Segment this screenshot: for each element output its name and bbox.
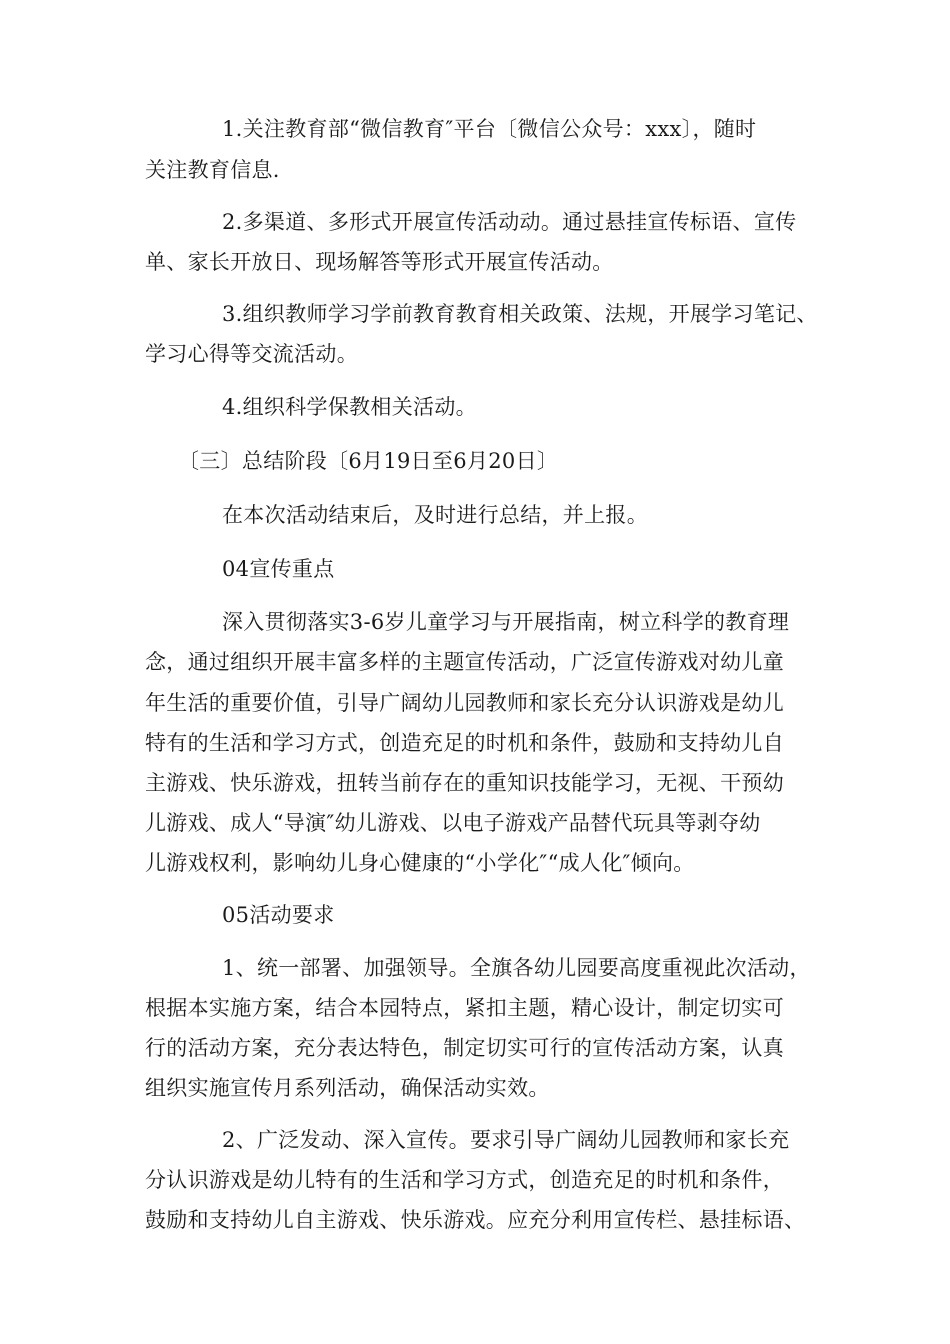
text-line: 儿游戏权利，影响幼儿身心健康的“小学化″“成人化″倾向。: [145, 851, 695, 875]
text-line: 儿游戏、成人“导演″幼儿游戏、以电子游戏产品替代玩具等剥夺幼: [145, 811, 761, 835]
text-line: 05活动要求: [222, 903, 335, 927]
text-line: 年生活的重要价值，引导广阔幼儿园教师和家长充分认识游戏是幼儿: [145, 691, 784, 715]
text-line: 特有的生活和学习方式，创造充足的时机和条件，鼓励和支持幼儿自: [145, 731, 784, 755]
text-line: 主游戏、快乐游戏，扭转当前存在的重知识技能学习，无视、干预幼: [145, 771, 784, 795]
text-line: 念，通过组织开展丰富多样的主题宣传活动，广泛宣传游戏对幼儿童: [145, 650, 784, 674]
text-line: 1.关注教育部“微信教育″平台〔微信公众号：xxx〕，随时: [222, 117, 757, 141]
text-line: 2、广泛发动、深入宣传。要求引导广阔幼儿园教师和家长充: [222, 1128, 790, 1152]
text-line: 在本次活动结束后，及时进行总结，并上报。: [222, 503, 648, 527]
text-line: 04宣传重点: [222, 557, 335, 581]
text-line: 学习心得等交流活动。: [145, 342, 358, 366]
text-line: 行的活动方案，充分表达特色，制定切实可行的宣传活动方案，认真: [145, 1036, 784, 1060]
text-line: 〔三〕总结阶段〔6月19日至6月20日〕: [178, 449, 559, 473]
text-line: 4.组织科学保教相关活动。: [222, 395, 477, 419]
text-line: 分认识游戏是幼儿特有的生活和学习方式，创造充足的时机和条件，: [145, 1168, 784, 1192]
text-line: 1、统一部署、加强领导。全旗各幼儿园要高度重视此次活动，: [222, 956, 811, 980]
text-line: 3.组织教师学习学前教育教育相关政策、法规，开展学习笔记、: [222, 302, 818, 326]
text-line: 单、家长开放日、现场解答等形式开展宣传活动。: [145, 250, 614, 274]
text-line: 根据本实施方案，结合本园特点，紧扣主题，精心设计，制定切实可: [145, 996, 784, 1020]
text-line: 2.多渠道、多形式开展宣传活动动。通过悬挂宣传标语、宣传: [222, 210, 797, 234]
text-line: 深入贯彻落实3-6岁儿童学习与开展指南，树立科学的教育理: [222, 610, 790, 634]
text-line: 鼓励和支持幼儿自主游戏、快乐游戏。应充分利用宣传栏、悬挂标语、: [145, 1208, 806, 1232]
text-line: 关注教育信息.: [145, 158, 280, 182]
text-line: 组织实施宣传月系列活动，确保活动实效。: [145, 1076, 550, 1100]
